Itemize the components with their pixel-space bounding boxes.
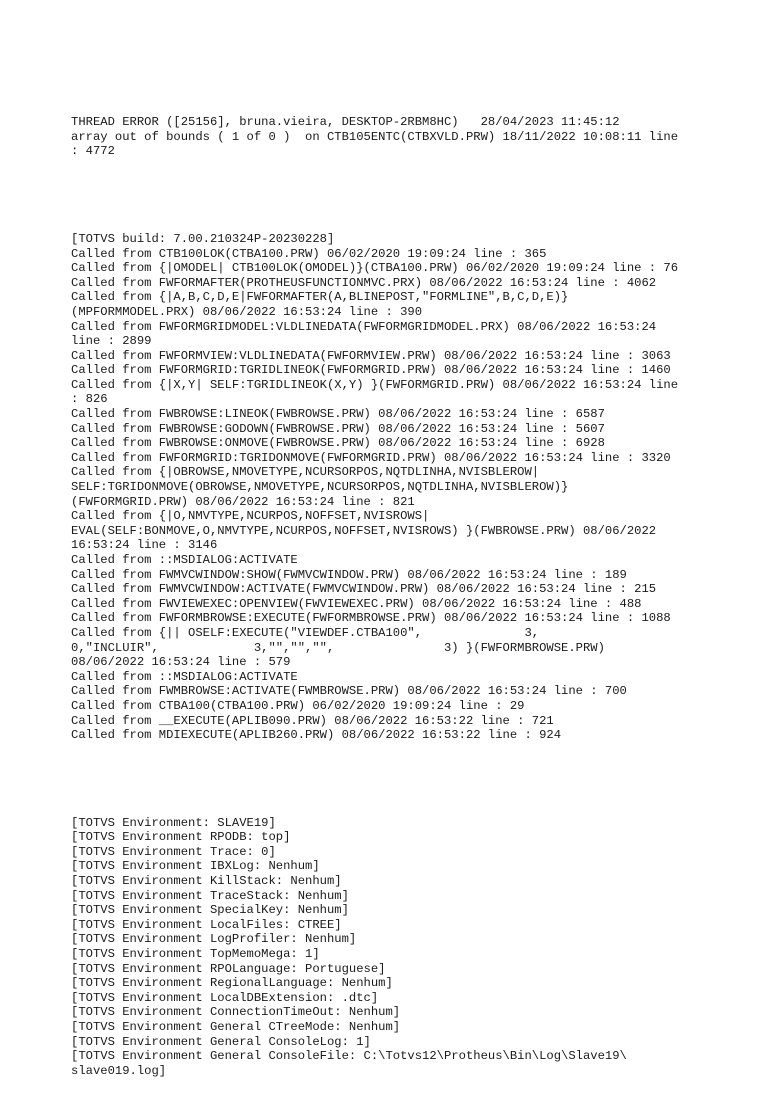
error-header-line: THREAD ERROR ([25156], bruna.vieira, DESKTOP-2RBM8HC) 28/04/2023 11:45:12 — [71, 115, 620, 130]
environment-line: [TOTVS Environment TraceStack: Nenhum] — [71, 888, 349, 903]
error-header-block — [71, 115, 711, 159]
stack-trace-line: Called from {|O,NMVTYPE,NCURPOS,NOFFSET,NVISROWS| — [71, 509, 430, 524]
environment-line: [TOTVS Environment SpecialKey: Nenhum] — [71, 903, 349, 918]
environment-line: [TOTVS Environment LocalDBExtension: .dtc] — [71, 990, 379, 1005]
stack-trace-line: Called from FWBROWSE:GODOWN(FWBROWSE.PRW) 08/06/2022 16:53:24 line : 5607 — [71, 421, 605, 436]
stack-trace-line: EVAL(SELF:BONMOVE,O,NMVTYPE,NCURPOS,NOFFSET,NVISROWS) }(FWBROWSE.PRW) 08/06/2022 — [71, 523, 657, 538]
environment-line: [TOTVS Environment RPOLanguage: Portuguese] — [71, 961, 386, 976]
stack-trace-line: Called from FWMBROWSE:ACTIVATE(FWMBROWSE.PRW) 08/06/2022 16:53:24 line : 700 — [71, 684, 627, 699]
stack-trace-line: Called from FWFORMGRID:TGRIDLINEOK(FWFORMGRID.PRW) 08/06/2022 16:53:24 line : 1460 — [71, 363, 671, 378]
stack-trace-line: Called from FWMVCWINDOW:ACTIVATE(FWMVCWINDOW.PRW) 08/06/2022 16:53:24 line : 215 — [71, 582, 657, 597]
stack-trace-line: Called from FWBROWSE:LINEOK(FWBROWSE.PRW) 08/06/2022 16:53:24 line : 6587 — [71, 407, 605, 422]
stack-trace-line: Called from {|| OSELF:EXECUTE("VIEWDEF.CTBA100", 3, — [71, 625, 540, 640]
stack-trace-line: Called from {|A,B,C,D,E|FWFORMAFTER(A,BLINEPOST,"FORMLINE",B,C,D,E)} — [71, 290, 569, 305]
stack-trace-line: Called from {|X,Y| SELF:TGRIDLINEOK(X,Y) }(FWFORMGRID.PRW) 08/06/2022 16:53:24 line — [71, 377, 679, 392]
environment-block — [71, 816, 711, 1079]
environment-line: [TOTVS Environment Trace: 0] — [71, 844, 276, 859]
stack-trace-line: Called from FWFORMVIEW:VLDLINEDATA(FWFORMVIEW.PRW) 08/06/2022 16:53:24 line : 3063 — [71, 348, 671, 363]
environment-line: slave019.log] — [71, 1063, 167, 1078]
stack-trace-line: Called from CTBA100(CTBA100.PRW) 06/02/2020 19:09:24 line : 29 — [71, 698, 525, 713]
environment-line: [TOTVS Environment TopMemoMega: 1] — [71, 947, 320, 962]
environment-line: [TOTVS Environment General ConsoleFile: C:\Totvs12\Protheus\Bin\Log\Slave19\ — [71, 1049, 627, 1064]
environment-line: [TOTVS Environment ConnectionTimeOut: Nenhum] — [71, 1005, 401, 1020]
stack-trace-line: Called from {|OBROWSE,NMOVETYPE,NCURSORPOS,NQTDLINHA,NVISBLEROW| — [71, 465, 540, 480]
environment-line: [TOTVS Environment RegionalLanguage: Nenhum] — [71, 976, 393, 991]
call-stack-block — [71, 232, 711, 743]
environment-line: [TOTVS Environment: SLAVE19] — [71, 815, 276, 830]
environment-line: [TOTVS Environment LogProfiler: Nenhum] — [71, 932, 357, 947]
stack-trace-line: line : 2899 — [71, 334, 152, 349]
stack-trace-line: Called from FWFORMAFTER(PROTHEUSFUNCTIONMVC.PRX) 08/06/2022 16:53:24 line : 4062 — [71, 275, 657, 290]
stack-trace-line: 16:53:24 line : 3146 — [71, 538, 218, 553]
stack-trace-line: Called from FWMVCWINDOW:SHOW(FWMVCWINDOW.PRW) 08/06/2022 16:53:24 line : 189 — [71, 567, 627, 582]
stack-trace-line: Called from ::MSDIALOG:ACTIVATE — [71, 553, 298, 567]
stack-trace-line: 08/06/2022 16:53:24 line : 579 — [71, 655, 291, 670]
stack-trace-line: : 826 — [71, 392, 108, 407]
stack-trace-line: (MPFORMMODEL.PRX) 08/06/2022 16:53:24 line : 390 — [71, 304, 423, 319]
stack-trace-line: Called from MDIEXECUTE(APLIB260.PRW) 08/06/2022 16:53:22 line : 924 — [71, 728, 562, 743]
environment-line: [TOTVS Environment LocalFiles: CTREE] — [71, 917, 342, 932]
stack-trace-line: Called from FWVIEWEXEC:OPENVIEW(FWVIEWEXEC.PRW) 08/06/2022 16:53:24 line : 488 — [71, 596, 642, 611]
blank-line — [71, 772, 711, 787]
stack-trace-line: Called from __EXECUTE(APLIB090.PRW) 08/06/2022 16:53:22 line : 721 — [71, 713, 554, 728]
environment-line: [TOTVS Environment RPODB: top] — [71, 830, 291, 845]
environment-line: [TOTVS Environment General ConsoleLog: 1] — [71, 1034, 371, 1049]
stack-trace-line: 0,"INCLUIR", 3,"","","", 3) }(FWFORMBROWSE.PRW) — [71, 640, 605, 655]
stack-trace-line: Called from ::MSDIALOG:ACTIVATE — [71, 669, 298, 684]
stack-trace-line: Called from FWFORMGRID:TGRIDONMOVE(FWFORMGRID.PRW) 08/06/2022 16:53:24 line : 3320 — [71, 450, 671, 465]
environment-line: [TOTVS Environment IBXLog: Nenhum] — [71, 859, 320, 874]
error-log-document — [71, 86, 711, 1093]
error-header-line: array out of bounds ( 1 of 0 ) on CTB105ENTC(CTBXVLD.PRW) 18/11/2022 10:08:11 line — [71, 129, 679, 144]
stack-trace-line: Called from FWFORMGRIDMODEL:VLDLINEDATA(FWFORMGRIDMODEL.PRX) 08/06/2022 16:53:24 — [71, 319, 657, 334]
stack-trace-line: SELF:TGRIDONMOVE(OBROWSE,NMOVETYPE,NCURSORPOS,NQTDLINHA,NVISBLEROW)} — [71, 480, 569, 495]
stack-trace-line: [TOTVS build: 7.00.210324P-20230228] — [71, 231, 335, 246]
stack-trace-line: Called from FWFORMBROWSE:EXECUTE(FWFORMBROWSE.PRW) 08/06/2022 16:53:24 line : 1088 — [71, 611, 671, 626]
blank-line — [71, 188, 711, 203]
stack-trace-line: (FWFORMGRID.PRW) 08/06/2022 16:53:24 line : 821 — [71, 494, 415, 509]
stack-trace-line: Called from CTB100LOK(CTBA100.PRW) 06/02/2020 19:09:24 line : 365 — [71, 246, 547, 261]
environment-line: [TOTVS Environment General CTreeMode: Nenhum] — [71, 1020, 401, 1034]
stack-trace-line: Called from FWBROWSE:ONMOVE(FWBROWSE.PRW) 08/06/2022 16:53:24 line : 6928 — [71, 436, 605, 451]
error-header-line: : 4772 — [71, 144, 115, 159]
environment-line: [TOTVS Environment KillStack: Nenhum] — [71, 874, 342, 889]
stack-trace-line: Called from {|OMODEL| CTB100LOK(OMODEL)}(CTBA100.PRW) 06/02/2020 19:09:24 line : 76 — [71, 261, 679, 276]
